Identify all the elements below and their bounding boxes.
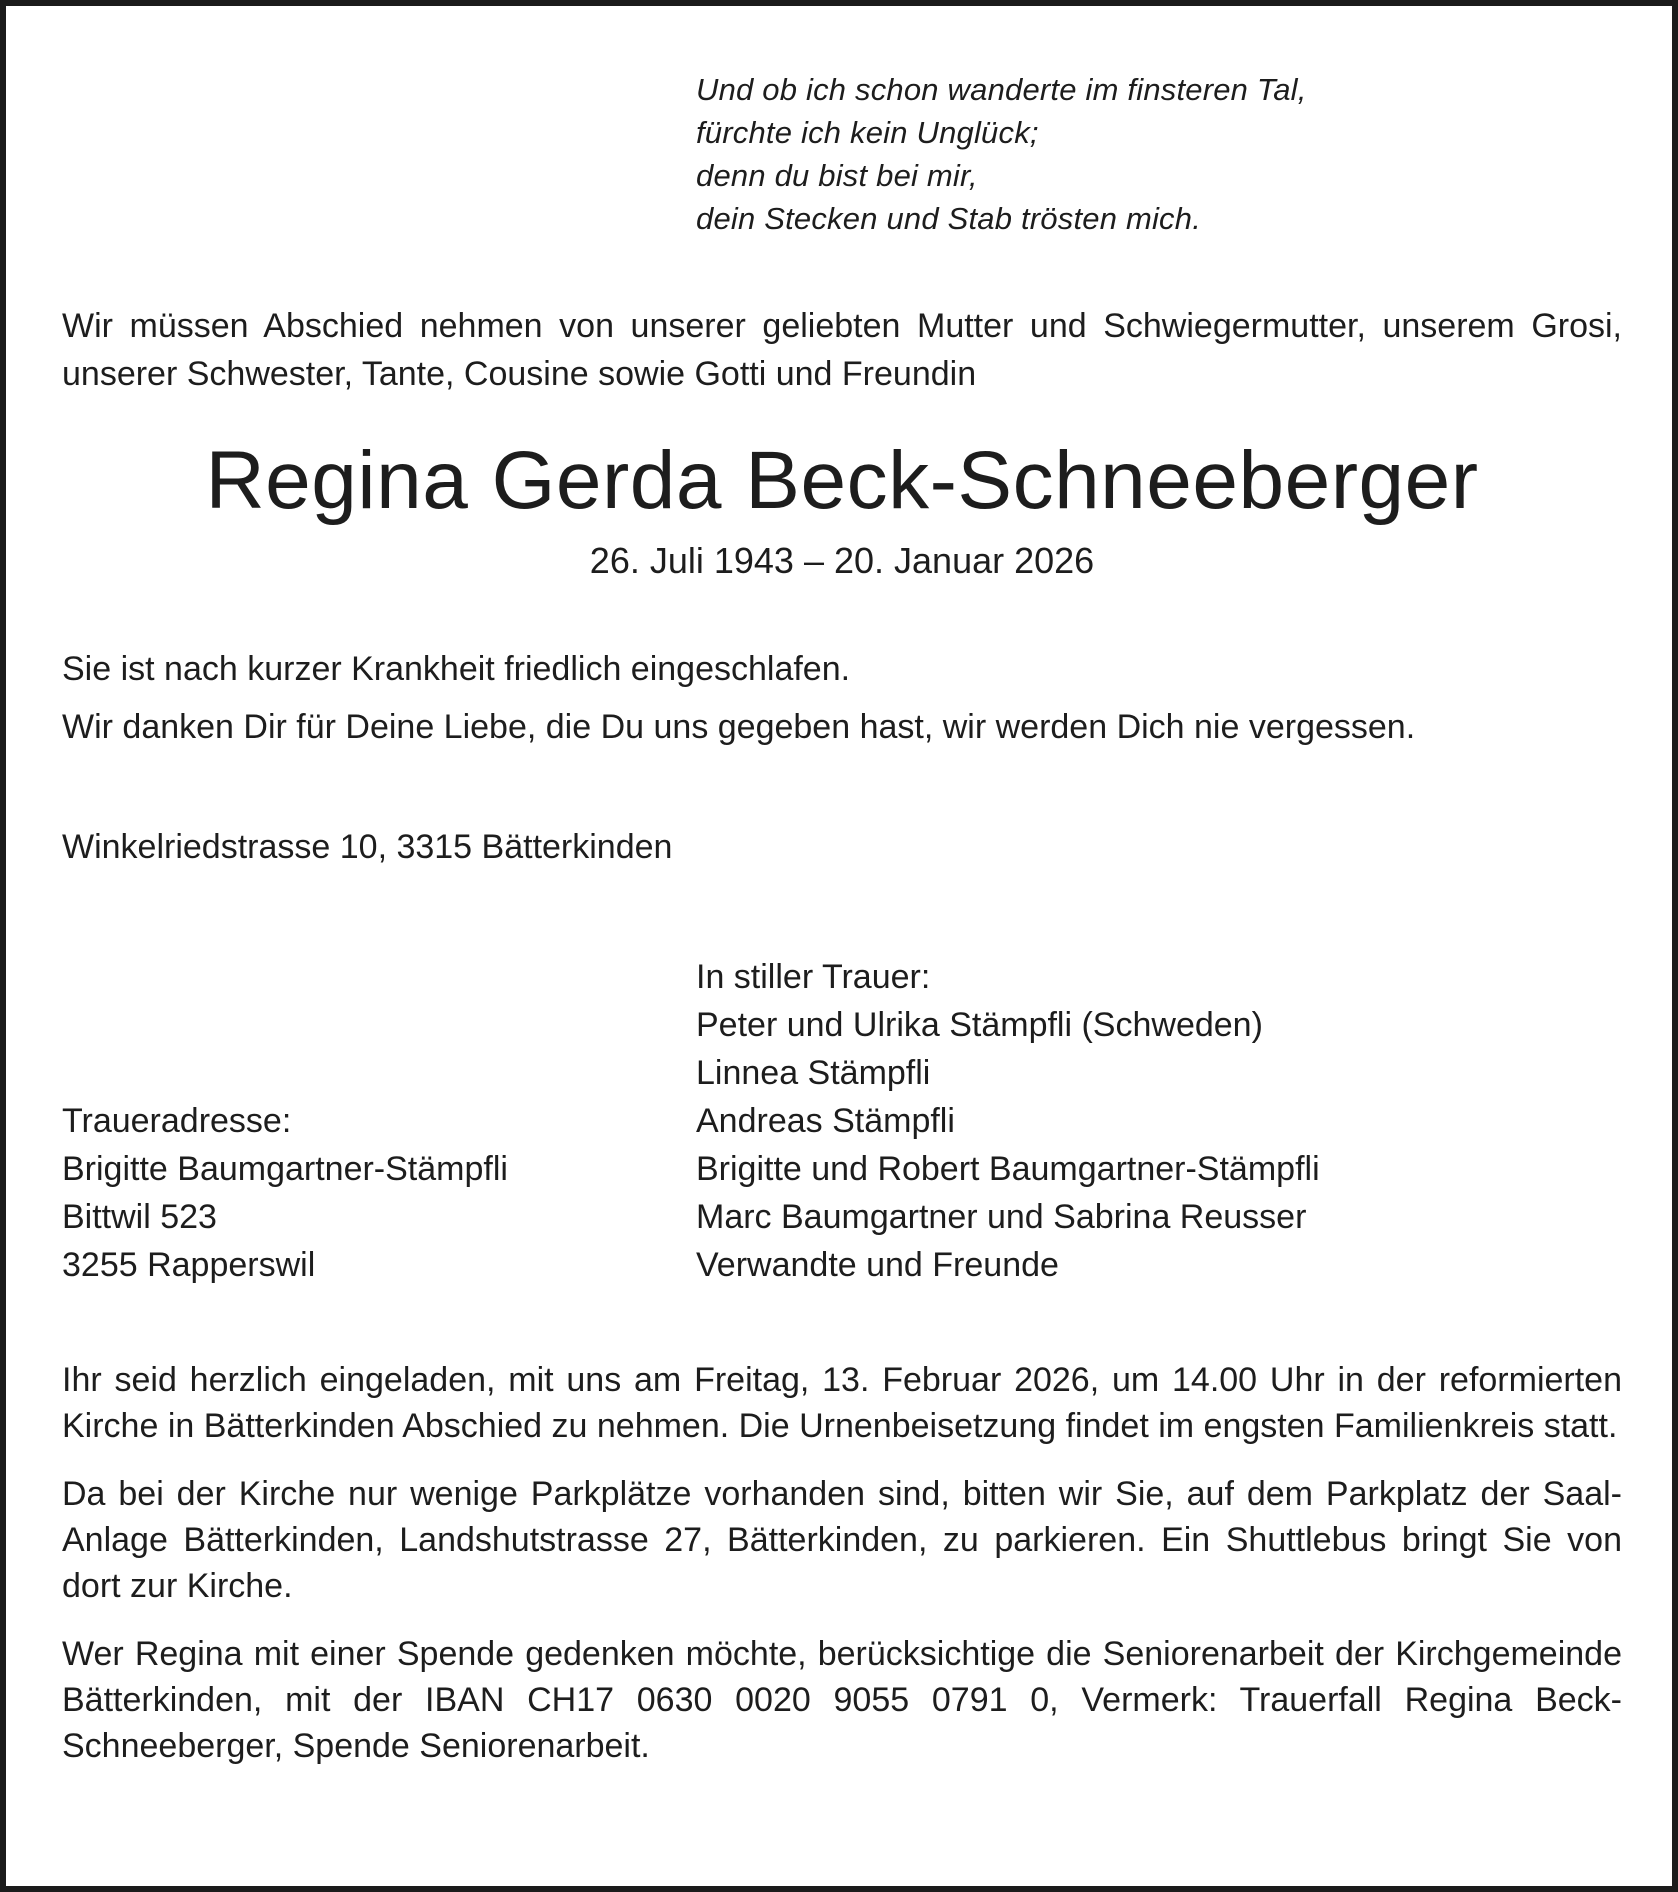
mourner-line: Andreas Stämpfli: [696, 1102, 955, 1141]
condolence-line: Wir danken Dir für Deine Liebe, die Du uns gegeben hast, wir werden Dich nie vergessen.: [62, 708, 1416, 747]
mourner-line: Marc Baumgartner und Sabrina Reusser: [696, 1198, 1307, 1237]
mourning-address-line: Brigitte Baumgartner-Stämpfli: [62, 1150, 508, 1189]
quote-line: denn du bist bei mir,: [696, 158, 978, 193]
mourners-block: [696, 953, 1622, 1289]
parking-info-paragraph: Da bei der Kirche nur wenige Parkplätze vorhanden sind, bitten wir Sie, auf dem Parkplatz der Saal-Anlage Bätterkinden, Landshutstrasse 27, Bätterkinden, zu parkieren. Ein Shuttlebus bringt Sie von dort zur Kirche.: [62, 1475, 1622, 1606]
mourning-address-line: Bittwil 523: [62, 1198, 217, 1237]
deceased-name: Regina Gerda Beck-Schneeberger: [205, 435, 1479, 526]
mourning-address-label: Traueradresse:: [62, 1102, 292, 1141]
mourner-line: Brigitte und Robert Baumgartner-Stämpfli: [696, 1150, 1320, 1189]
mourner-line: Verwandte und Freunde: [696, 1246, 1059, 1285]
residence-address: Winkelriedstrasse 10, 3315 Bätterkinden: [62, 828, 673, 867]
address-mourners-columns: [62, 953, 1622, 1289]
quote-line: fürchte ich kein Unglück;: [696, 115, 1039, 150]
life-dates: 26. Juli 1943 – 20. Januar 2026: [589, 540, 1095, 582]
mourner-line: Linnea Stämpfli: [696, 1054, 931, 1093]
condolence-block: [62, 646, 1622, 750]
quote-line: dein Stecken und Stab trösten mich.: [696, 201, 1202, 236]
condolence-line: Sie ist nach kurzer Krankheit friedlich eingeschlafen.: [62, 650, 851, 689]
mourners-label: In stiller Trauer:: [696, 958, 931, 997]
intro-paragraph: Wir müssen Abschied nehmen von unserer geliebten Mutter und Schwiegermutter, unserem Grosi, unserer Schwester, Tante, Cousine sowie Gotti und Freundin: [62, 307, 1622, 393]
quote-line: Und ob ich schon wanderte im finsteren Tal,: [696, 72, 1307, 107]
mourner-line: Peter und Ulrika Stämpfli (Schweden): [696, 1006, 1263, 1045]
mourning-address-block: [62, 953, 696, 1289]
scripture-quote: [696, 68, 1622, 240]
funeral-invitation-paragraph: Ihr seid herzlich eingeladen, mit uns am Freitag, 13. Februar 2026, um 14.00 Uhr in der reformierten Kirche in Bätterkinden Abschied zu nehmen. Die Urnenbeisetzung findet im engsten Familienkreis statt.: [62, 1361, 1622, 1446]
donation-info-paragraph: Wer Regina mit einer Spende gedenken möchte, berücksichtige die Seniorenarbeit der Kirchgemeinde Bätterkinden, mit der IBAN CH17 0630 0020 9055 0791 0, Vermerk: Trauerfall Regina Beck-Schneeberger, Spende Seniorenarbeit.: [62, 1635, 1622, 1766]
mourning-address-line: 3255 Rapperswil: [62, 1246, 316, 1285]
